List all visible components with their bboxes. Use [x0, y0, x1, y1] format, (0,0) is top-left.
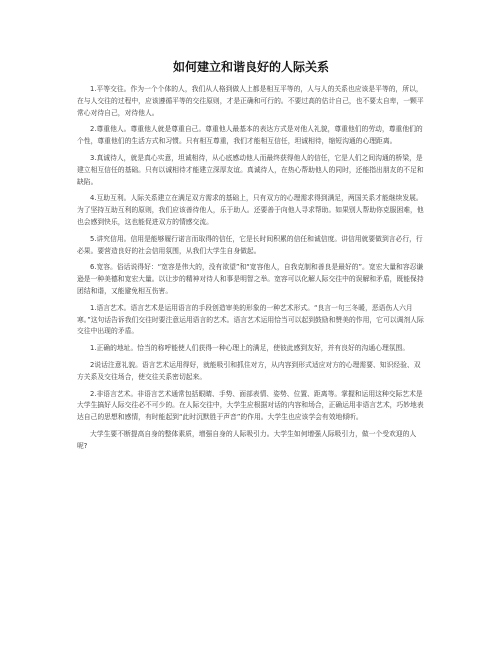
paragraph: 大学生要不断提高自身的整体素质，增强自身的人际吸引力。大学生如何增强人际吸引力，做一个受欢迎的人呢? — [77, 429, 417, 450]
paragraph: 5.讲究信用。信用是能够履行诺言而取得的信任，它是长时间积累的信任和诚信度。讲信用就要做到言必行，行必果。要营造良好的社会信用氛围，从我们大学生自身做起。 — [77, 234, 423, 255]
paragraph: 2.非语言艺术。非语言艺术通常包括眼睛、手势、面部表情、姿势、位置、距离等。掌握和运用这种交际艺术是大学生搞好人际交往必不可少的。在人际交往中，大学生应根据对话的内容和场合，正确运用非语言艺术，巧妙地表达自己的思想和感情，有时能起到“此时沉默胜于声音”的作用。大学生也应该学会有效地倾听。 — [77, 389, 424, 422]
document-title: 如何建立和谐良好的人际关系 — [172, 60, 329, 74]
paragraph: 6.宽容。俗话说得好：“宽容是伟大的，没有欲望”和“宽容他人，自我克制和善良是最好的”。宽宏大量和容忍谦逊是一种美德和宽宏大量。以让步的精神对待人和事是明智之举。宽容可以化解人际交往中的误解和矛盾，既能保持团结和谐，又能避免相互伤害。 — [77, 263, 424, 295]
document-body — [77, 84, 425, 458]
paragraph: 1.正确的地址。恰当的称呼能使人们获得一种心理上的满足，使彼此感到友好，并有良好的沟通心理氛围。 — [90, 344, 410, 353]
paragraph: 1.平等交往。作为一个个体的人，我们从人格到做人上都是相互平等的，人与人的关系也应该是平等的，所以，在与人交往的过程中，应该遵循平等的交往原则，才是正确和可行的。不要过高的估计自己，也不要太自卑，一颗平常心对待自己，对待他人。 — [77, 85, 424, 117]
paragraph: 2说话注意礼貌。语言艺术运用得好，就能吸引和抓住对方，从内容到形式适应对方的心理需要、知识经验、双方关系及交往场合，使交往关系密切起来。 — [77, 360, 421, 381]
paragraph: 3.真诚待人，就是真心实意，坦诚相待，从心底感动他人而最终获得他人的信任，它是人们之间沟通的桥梁，是建立相互信任的基础。只有以诚相待才能建立深厚友谊。真诚待人，在热心帮助他人的同时，还能指出朋友的不足和缺陷。 — [77, 153, 424, 186]
paragraph: 4.互助互利。人际关系建立在满足双方需求的基础上，只有双方的心理需求得到满足，两国关系才能继续发展。为了坚持互助互利的原则，我们应该善待他人，乐于助人。还要善于向他人寻求帮助。如果别人帮助你克服困难，他也会感到快乐，这也能促进双方的情感交流。 — [77, 194, 424, 226]
paragraph: 2.尊重他人。尊重他人就是尊重自己。尊重他人最基本的表达方式是对他人礼貌，尊重他们的劳动，尊重他们的个性，尊重他们的生活方式和习惯。只有相互尊重，我们才能相互信任，坦诚相待，缩短沟通的心理距离。 — [77, 125, 423, 146]
paragraph: 1.语言艺术。语言艺术是运用语言的手段创造审美的形象的一种艺术形式。“良言一句三冬暖，恶语伤人六月寒。”这句话告诉我们交往时要注意运用语言的艺术。语言艺术运用恰当可以起到鼓励和赞美的作用，它可以调剂人际交往中出现的矛盾。 — [77, 303, 424, 336]
